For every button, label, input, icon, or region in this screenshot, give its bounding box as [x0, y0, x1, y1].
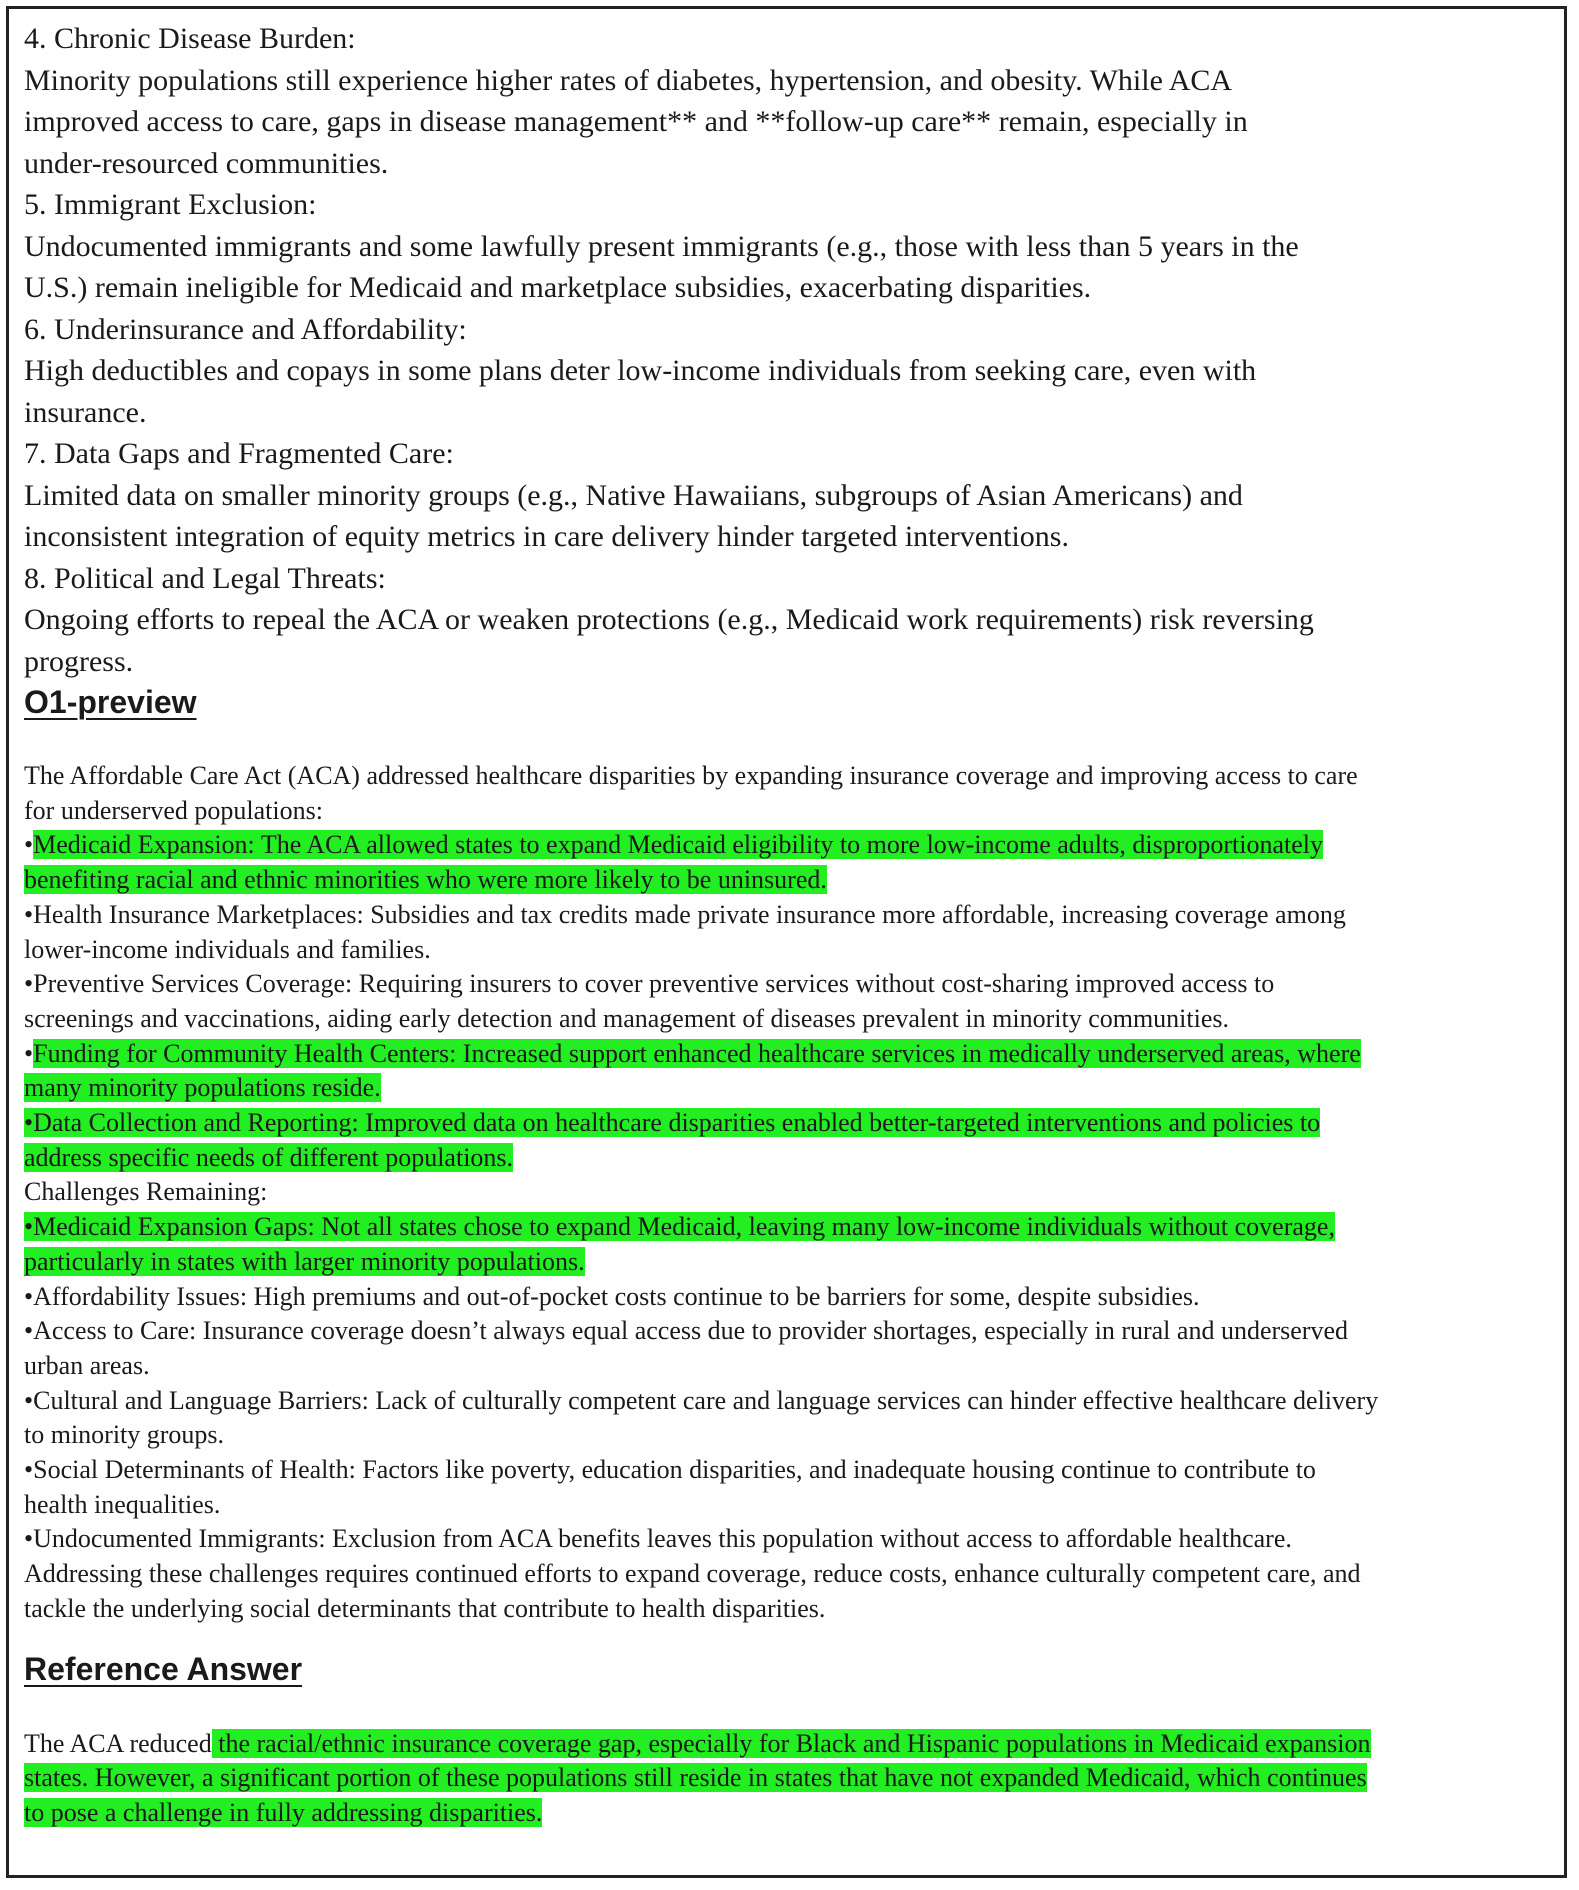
- text-line: [24, 1106, 1559, 1141]
- highlighted-text: to pose a challenge in fully addressing disparities.: [24, 1797, 543, 1827]
- plain-text: •Social Determinants of Health: Factors like poverty, education disparities, and inadequate housing continue to contribute to: [24, 1455, 1316, 1485]
- text-line: [24, 1210, 1559, 1245]
- plain-text: •Affordability Issues: High premiums and out-of-pocket costs continue to be barriers for some, despite subsidies.: [24, 1281, 1200, 1311]
- plain-text: •Access to Care: Insurance coverage doesn’t always equal access due to provider shortages, especially in rural and underserved: [24, 1316, 1348, 1346]
- plain-text: •Preventive Services Coverage: Requiring insurers to cover preventive services without cost-sharing improved access to: [24, 969, 1275, 999]
- plain-text: health inequalities.: [24, 1489, 221, 1519]
- text-line: [24, 1280, 1559, 1315]
- text-line: [24, 933, 1559, 968]
- text-line: Undocumented immigrants and some lawfully present immigrants (e.g., those with less than 5 years in the: [24, 229, 1299, 263]
- plain-text: Challenges Remaining:: [24, 1177, 268, 1207]
- text-line: [24, 1522, 1559, 1557]
- plain-text: for underserved populations:: [24, 795, 323, 825]
- text-line: [24, 1557, 1559, 1592]
- spacer: [24, 1627, 1559, 1649]
- highlighted-text: particularly in states with larger minority populations.: [24, 1246, 585, 1276]
- text-line: [24, 1245, 1559, 1280]
- plain-text: screenings and vaccinations, aiding early detection and management of diseases prevalent in minority communities.: [24, 1003, 1230, 1033]
- challenges-list-section: [24, 18, 1559, 682]
- text-line: progress.: [24, 644, 134, 678]
- text-line: [24, 1453, 1559, 1488]
- text-line: [24, 794, 1559, 829]
- text-line: Ongoing efforts to repeal the ACA or weaken protections (e.g., Medicaid work requirements) risk reversing: [24, 603, 1314, 636]
- plain-text: •Health Insurance Marketplaces: Subsidies and tax credits made private insurance more affordable, increasing coverage among: [24, 899, 1346, 929]
- plain-text: •: [24, 830, 34, 860]
- plain-text: The ACA reduced: [24, 1728, 212, 1758]
- text-line: [24, 1141, 1559, 1176]
- text-line: [24, 828, 1559, 863]
- highlighted-text: address specific needs of different populations.: [24, 1142, 514, 1172]
- text-line: 7. Data Gaps and Fragmented Care:: [24, 437, 454, 470]
- text-line: [24, 1418, 1559, 1453]
- highlighted-text: the racial/ethnic insurance coverage gap, especially for Black and Hispanic populations in Medicaid expansion: [211, 1728, 1371, 1758]
- o1-preview-heading: O1-preview: [24, 684, 197, 720]
- text-line: 6. Underinsurance and Affordability:: [24, 312, 467, 346]
- text-line: [24, 1384, 1559, 1419]
- spacer: [24, 1689, 1559, 1727]
- text-line: 5. Immigrant Exclusion:: [24, 188, 317, 221]
- document-content: [24, 18, 1559, 1831]
- plain-text: Addressing these challenges requires continued efforts to expand coverage, reduce costs, enhance culturally competent care, and: [24, 1559, 1361, 1589]
- plain-text: tackle the underlying social determinants that contribute to health disparities.: [24, 1593, 826, 1623]
- text-line: Minority populations still experience higher rates of diabetes, hypertension, and obesity. While ACA: [24, 63, 1233, 97]
- text-line: [24, 1761, 1559, 1796]
- text-line: under-resourced communities.: [24, 146, 389, 180]
- highlighted-text: Medicaid Expansion: The ACA allowed states to expand Medicaid eligibility to more low-income adults, disproportionately: [33, 830, 1323, 860]
- highlighted-text: •Data Collection and Reporting: Improved data on healthcare disparities enabled better-targeted interventions and policies to: [24, 1108, 1321, 1138]
- plain-text: lower-income individuals and families.: [24, 934, 431, 964]
- text-line: [24, 1071, 1559, 1106]
- plain-text: •Undocumented Immigrants: Exclusion from ACA benefits leaves this population without access to affordable healthcare.: [24, 1524, 1292, 1554]
- text-line: [24, 1349, 1559, 1384]
- text-line: [24, 1796, 1559, 1831]
- text-line: inconsistent integration of equity metrics in care delivery hinder targeted interventions.: [24, 520, 1069, 553]
- text-line: Limited data on smaller minority groups (e.g., Native Hawaiians, subgroups of Asian Americans) and: [24, 478, 1243, 512]
- reference-answer-text: [24, 1727, 1559, 1831]
- text-line: [24, 1488, 1559, 1523]
- text-line: [24, 898, 1559, 933]
- highlighted-text: •Medicaid Expansion Gaps: Not all states chose to expand Medicaid, leaving many low-income individuals without coverage,: [24, 1212, 1335, 1242]
- spacer: [24, 722, 1559, 759]
- highlighted-text: benefiting racial and ethnic minorities who were more likely to be uninsured.: [24, 865, 827, 895]
- reference-answer-heading: Reference Answer: [24, 1650, 303, 1687]
- text-line: [24, 759, 1559, 794]
- highlighted-text: Funding for Community Health Centers: Increased support enhanced healthcare services in medically underserved areas, where: [33, 1038, 1361, 1068]
- text-line: [24, 1592, 1559, 1627]
- plain-text: The Affordable Care Act (ACA) addressed healthcare disparities by expanding insurance coverage and improving access to care: [24, 761, 1358, 790]
- text-line: [24, 863, 1559, 898]
- highlighted-text: many minority populations reside.: [24, 1073, 381, 1103]
- plain-text: •: [24, 1038, 34, 1068]
- text-line: 8. Political and Legal Threats:: [24, 561, 386, 595]
- text-line: U.S.) remain ineligible for Medicaid and marketplace subsidies, exacerbating disparities.: [24, 271, 1092, 304]
- text-line: [24, 1314, 1559, 1349]
- text-line: [24, 1037, 1559, 1072]
- text-line: [24, 1727, 1559, 1762]
- plain-text: •Cultural and Language Barriers: Lack of culturally competent care and language services can hinder effective healthcare delivery: [24, 1385, 1379, 1415]
- text-line: 4. Chronic Disease Burden:: [24, 22, 356, 55]
- text-line: improved access to care, gaps in disease management** and **follow-up care** remain, especially in: [24, 105, 1248, 138]
- text-line: [24, 1175, 1559, 1210]
- plain-text: urban areas.: [24, 1350, 150, 1380]
- text-line: insurance.: [24, 395, 147, 429]
- highlighted-text: states. However, a significant portion of these populations still reside in states that have not expanded Medicaid, which continues: [24, 1763, 1367, 1793]
- text-line: High deductibles and copays in some plans deter low-income individuals from seeking care, even with: [24, 354, 1257, 387]
- text-line: [24, 1002, 1559, 1037]
- text-line: [24, 967, 1559, 1002]
- plain-text: to minority groups.: [24, 1420, 225, 1450]
- o1-preview-answer: [24, 759, 1559, 1627]
